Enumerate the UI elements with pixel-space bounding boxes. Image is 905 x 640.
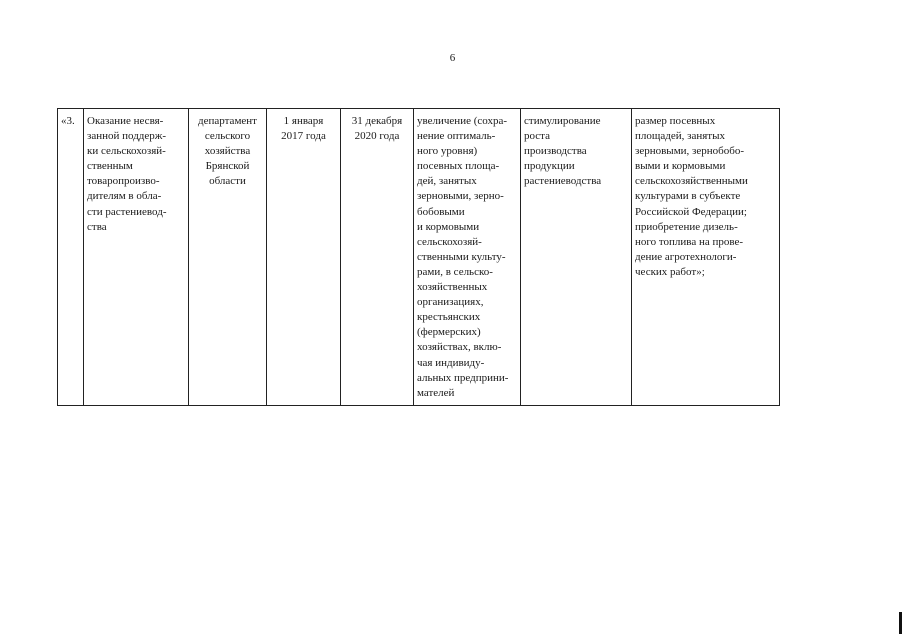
cell-expected-result: увеличение (сохра- нение оптималь- ного уровня) посевных площа- дей, занятых зерновыми, зерно- бобовыми и кормовыми сельскохозяй- ственными культу- рами, в сельско- хозяйственных организациях, крестьянских (фермерских) хозяйствах, вклю- чая индивиду- альных предприни- мателей [414, 109, 521, 406]
cell-measure-name: Оказание несвя- занной поддерж- ки сельскохозяй- ственным товаропроизво- дителям в обла- сти растениевод- ства [84, 109, 189, 406]
page-number: 6 [449, 52, 456, 64]
cell-indicator: размер посевных площадей, занятых зерновыми, зернобобо- выми и кормовыми сельскохозяйственными культурами в субъекте Российской Федерации; приобретение дизель- ного топлива на прове- дение агротехнологи- ческих работ»; [632, 109, 780, 406]
cell-program-link: стимулирование роста производства продукции растениеводства [521, 109, 632, 406]
cell-start-date: 1 января 2017 года [267, 109, 341, 406]
cell-responsible: департамент сельского хозяйства Брянской области [189, 109, 267, 406]
program-table [57, 108, 780, 406]
cell-end-date: 31 декабря 2020 года [341, 109, 414, 406]
table-row [58, 109, 780, 406]
scan-edge-mark [899, 612, 902, 634]
cell-number: «3. [58, 109, 84, 406]
